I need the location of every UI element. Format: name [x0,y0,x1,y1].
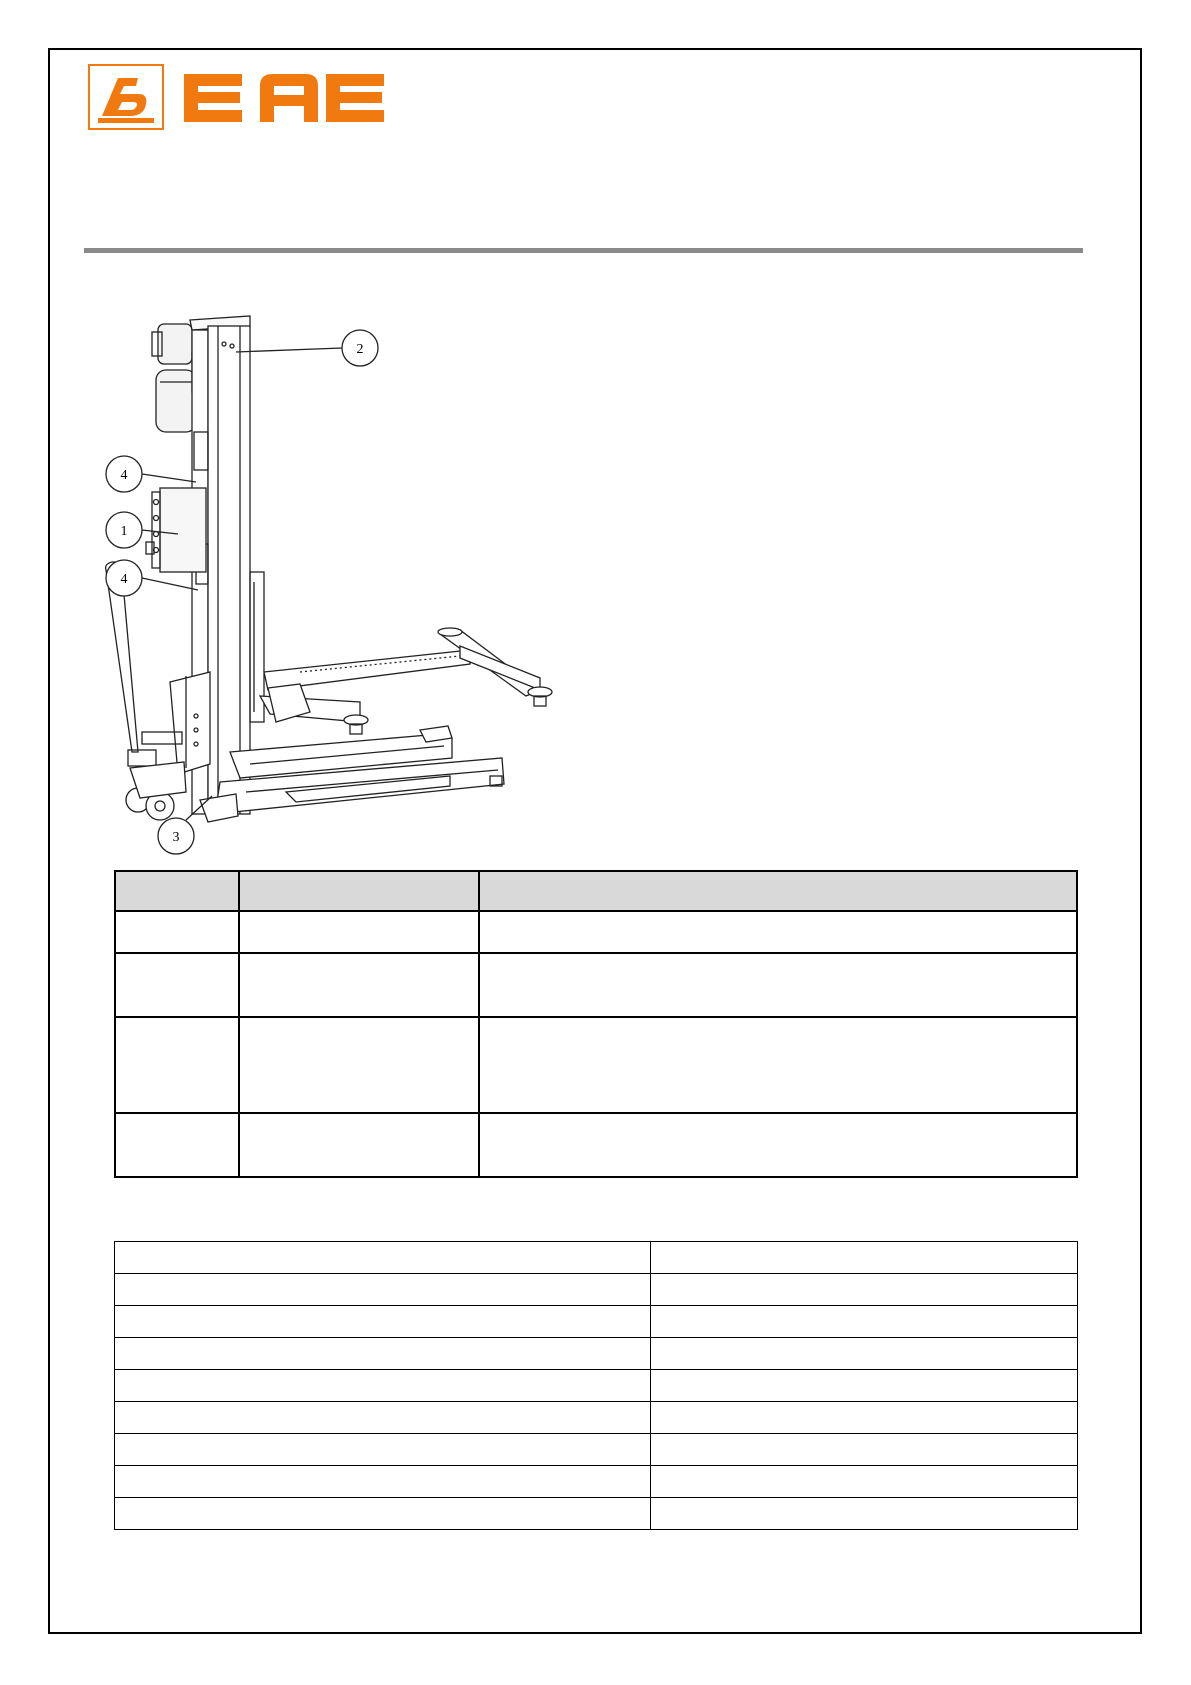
callout-4-upper: 4 [120,468,128,483]
table-row [115,1370,1078,1402]
header-rule [84,248,1083,253]
spec-value [651,1274,1078,1306]
table-row [115,1017,1077,1113]
parts-cell [479,911,1077,953]
spec-value [651,1370,1078,1402]
parts-cell [239,1017,479,1113]
parts-cell [479,1017,1077,1113]
parts-table [114,870,1078,1178]
specs-table [114,1241,1078,1530]
callout-1: 1 [120,524,128,539]
table-row [115,1466,1078,1498]
table-row [115,1434,1078,1466]
logo-text: EAE [88,64,90,65]
parts-cell [239,953,479,1017]
table-row [115,1242,1078,1274]
spec-value [651,1242,1078,1274]
parts-cell [115,1017,239,1113]
parts-cell [479,1113,1077,1177]
spec-value [651,1466,1078,1498]
parts-cell [115,953,239,1017]
spec-label [115,1370,651,1402]
spec-value [651,1338,1078,1370]
parts-header-cell [479,871,1077,911]
spec-value [651,1402,1078,1434]
lift-drawing [100,312,600,860]
spec-label [115,1274,651,1306]
parts-cell [115,1113,239,1177]
table-row [115,1306,1078,1338]
spec-label [115,1306,651,1338]
table-row [115,1402,1078,1434]
spec-label [115,1242,651,1274]
spec-label [115,1338,651,1370]
callout-3: 3 [172,830,180,845]
table-row [115,1274,1078,1306]
table-row [115,1113,1077,1177]
brand-logo [88,64,388,132]
spec-value [651,1498,1078,1530]
parts-cell [239,1113,479,1177]
parts-header-cell [115,871,239,911]
parts-header-cell [239,871,479,911]
spec-label [115,1434,651,1466]
spec-label [115,1402,651,1434]
parts-cell [115,911,239,953]
table-row [115,1498,1078,1530]
parts-cell [479,953,1077,1017]
table-row [115,911,1077,953]
parts-header-row [115,871,1077,911]
spec-value [651,1306,1078,1338]
spec-value [651,1434,1078,1466]
spec-label [115,1466,651,1498]
table-row [115,953,1077,1017]
callout-4-lower: 4 [120,572,128,587]
table-row [115,1338,1078,1370]
spec-label [115,1498,651,1530]
parts-cell [239,911,479,953]
callout-2: 2 [356,342,364,357]
